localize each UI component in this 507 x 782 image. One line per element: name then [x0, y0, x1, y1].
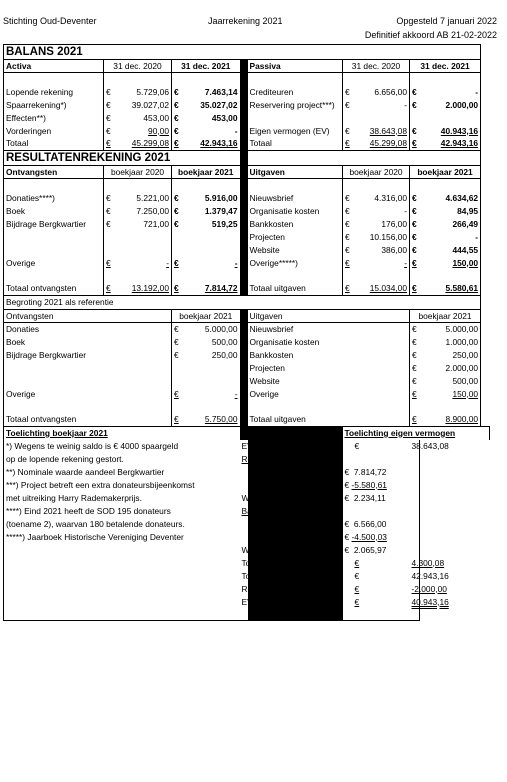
activa-col-prev: 31 dec. 2020: [104, 60, 172, 73]
currency-sign: €: [104, 112, 114, 125]
total-label: Totaal ontvangsten: [4, 414, 172, 427]
currency-sign: €: [410, 283, 420, 296]
currency-sign: €: [172, 192, 182, 205]
currency-sign: €: [343, 86, 353, 99]
currency-sign: €: [172, 323, 182, 336]
currency-sign: €: [104, 218, 114, 231]
note-line: ****) Eind 2021 heeft de SOD 195 donateurs: [4, 505, 240, 518]
total-prev: 45.299,08: [369, 138, 407, 149]
total-label: Totaal uitgaven: [248, 283, 343, 296]
currency-sign: €: [343, 205, 353, 218]
currency-sign: €: [343, 244, 353, 257]
currency-sign: €: [343, 138, 353, 151]
total-value: 8.900,00: [445, 414, 479, 425]
value-prev: 7.250,00: [136, 205, 169, 216]
currency-sign: €: [344, 466, 350, 477]
value: 5.000,00: [420, 323, 481, 336]
currency-sign: €: [343, 257, 353, 270]
row-label: Bijdrage Bergkwartier: [4, 218, 104, 231]
total-curr: 42.943,16: [200, 138, 238, 149]
value-curr: 2.000,00: [420, 99, 481, 112]
currency-sign: €: [344, 479, 350, 490]
value: 5.000,00: [204, 323, 238, 334]
value: 1.000,00: [420, 336, 481, 349]
begroting-uitgaven-label: Uitgaven: [248, 310, 410, 323]
ev-saldo-betalen-value: 6.566,00: [353, 518, 387, 529]
value: -: [234, 388, 238, 399]
currency-sign: €: [172, 414, 182, 427]
value-curr: 7.463,14: [204, 86, 238, 97]
currency-sign: €: [410, 323, 420, 336]
currency-sign: €: [104, 192, 114, 205]
currency-sign: €: [172, 138, 182, 151]
total-curr: 42.943,16: [440, 138, 479, 149]
currency-sign: €: [410, 218, 420, 231]
value-curr: 519,25: [211, 218, 238, 229]
currency-sign: €: [172, 218, 182, 231]
value: 250,00: [211, 349, 238, 360]
row-label: Website: [249, 375, 280, 386]
currency-sign: €: [410, 349, 420, 362]
approval-note: Definitief akkoord AB 21-02-2022: [364, 30, 497, 40]
value-curr: -: [420, 231, 481, 244]
drawn-up-date: Opgesteld 7 januari 2022: [396, 16, 497, 26]
currency-sign: €: [343, 218, 353, 231]
currency-sign: €: [104, 257, 114, 270]
row-label: Bijdrage Bergkwartier: [4, 349, 172, 362]
currency-sign: €: [344, 518, 350, 529]
row-label: Crediteuren: [249, 86, 294, 97]
value-curr: 4.634,62: [420, 192, 481, 205]
currency-sign: €: [172, 336, 182, 349]
currency-sign: €: [104, 125, 114, 138]
ev-totaal-value: 42.943,16: [411, 570, 449, 581]
ev-uitgaven-value: -5.580,61: [351, 479, 387, 490]
value-prev: 4.316,00: [374, 192, 407, 203]
value-curr: 84,95: [420, 205, 481, 218]
value-prev: 10.156,00: [369, 231, 407, 242]
value-prev: 39.027,02: [131, 99, 169, 110]
total-prev: 45.299,08: [131, 138, 169, 149]
value-curr: 453,00: [211, 112, 238, 123]
currency-sign: €: [354, 570, 360, 581]
value-curr: 5.916,00: [204, 192, 238, 203]
value-curr: 444,55: [420, 244, 481, 257]
currency-sign: €: [104, 205, 114, 218]
row-label: Projecten: [249, 231, 285, 242]
value-curr: -: [420, 86, 481, 99]
ev-winst-bal-value: 2.065,97: [353, 544, 387, 555]
ev-winst-res-value: 2.234,11: [353, 492, 386, 503]
uitgaven-label: Uitgaven: [248, 166, 343, 179]
total-prev: 13.192,00: [131, 283, 169, 294]
value-prev: 453,00: [143, 112, 169, 123]
currency-sign: €: [354, 440, 360, 451]
ontvangsten-label: Ontvangsten: [4, 166, 104, 179]
ev-totaal-label: Totaal: [241, 570, 264, 581]
value-prev: -: [404, 257, 407, 268]
currency-sign: €: [410, 86, 420, 99]
currency-sign: €: [343, 125, 353, 138]
value-curr: 1.379,47: [204, 205, 238, 216]
total-prev: 15.034,00: [369, 283, 407, 294]
value-prev: -: [404, 99, 407, 110]
value-curr: 35.027,02: [200, 99, 238, 110]
row-label: Boek: [4, 205, 104, 218]
row-label: Organisatie kosten: [249, 205, 320, 216]
value-prev: 38.643,08: [369, 125, 407, 136]
toelichting-title: Toelichting boekjaar 2021: [6, 427, 108, 438]
currency-sign: €: [344, 492, 350, 503]
begroting-col: boekjaar 2021: [172, 310, 240, 323]
total-label: Totaal: [248, 138, 343, 151]
ev-start-label: EV per 31 december 2020: [241, 440, 340, 451]
row-label: Eigen vermogen (EV): [249, 125, 330, 136]
row-label: Bankkosten: [249, 349, 294, 360]
value-prev: -: [166, 257, 169, 268]
currency-sign: €: [172, 205, 182, 218]
ev-totaal-winst-label: Totaal winst 2021: [241, 557, 307, 568]
row-label: Website: [249, 244, 280, 255]
statement-table: [3, 44, 490, 621]
ev-reservering-label: Reservering project***): [241, 583, 327, 594]
organization-name: Stichting Oud-Deventer: [3, 16, 97, 26]
currency-sign: €: [104, 86, 114, 99]
note-line: op de lopende rekening gestort.: [4, 453, 240, 466]
value-prev: 6.656,00: [374, 86, 407, 97]
row-label: Donaties****): [4, 192, 104, 205]
currency-sign: €: [410, 388, 420, 401]
activa-col-curr: 31 dec. 2021: [172, 60, 240, 73]
currency-sign: €: [410, 138, 420, 151]
row-label: Nieuwsbrief: [249, 323, 294, 334]
row-label: Overige*****): [249, 257, 298, 268]
currency-sign: €: [354, 596, 360, 607]
value-prev: -: [404, 205, 407, 216]
value-curr: -: [234, 257, 238, 268]
row-label: [248, 112, 343, 125]
value-curr: 40.943,16: [440, 125, 479, 136]
ev-uitgaven-label: uitgaven: [309, 479, 342, 490]
currency-sign: €: [104, 99, 114, 112]
currency-sign: €: [410, 336, 420, 349]
currency-sign: €: [172, 125, 182, 138]
row-label: Nieuwsbrief: [249, 192, 294, 203]
ev-start-value: 38.643,08: [411, 440, 449, 451]
row-label: Organisatie kosten: [249, 336, 320, 347]
value: 500,00: [211, 336, 238, 347]
row-label: Donaties: [4, 323, 172, 336]
row-label: Spaarrekening*): [4, 99, 104, 112]
currency-sign: €: [344, 544, 350, 555]
currency-sign: €: [172, 99, 182, 112]
currency-sign: €: [104, 283, 114, 296]
passiva-col-prev: 31 dec. 2020: [343, 60, 410, 73]
value: 2.000,00: [420, 362, 481, 375]
currency-sign: €: [172, 349, 182, 362]
currency-sign: €: [172, 283, 182, 296]
begroting-ontvangsten-label: Ontvangsten: [4, 310, 172, 323]
row-label: Lopende rekening: [4, 86, 104, 99]
balans-title: BALANS 2021: [4, 45, 481, 60]
row-label: Effecten**): [4, 112, 104, 125]
currency-sign: €: [410, 414, 420, 427]
currency-sign: €: [410, 375, 420, 388]
ev-ontvangsten-value: 7.814,72: [353, 466, 387, 477]
begroting-col: boekjaar 2021: [410, 310, 481, 323]
currency-sign: €: [104, 138, 114, 151]
value: 250,00: [420, 349, 481, 362]
currency-sign: €: [410, 244, 420, 257]
currency-sign: €: [354, 583, 360, 594]
row-label: Boek: [4, 336, 172, 349]
currency-sign: €: [343, 283, 353, 296]
passiva-label: Passiva: [248, 60, 343, 73]
row-label: Overige: [4, 257, 104, 270]
res-col-curr: boekjaar 2021: [410, 166, 481, 179]
currency-sign: €: [410, 192, 420, 205]
total-label: Totaal uitgaven: [248, 414, 410, 427]
document-title: Jaarrekening 2021: [208, 16, 283, 26]
currency-sign: €: [410, 257, 420, 270]
currency-sign: €: [354, 557, 360, 568]
row-label: Vorderingen: [4, 125, 104, 138]
note-line: ***) Project betreft een extra donateursbijeenkomst: [4, 479, 240, 492]
value-curr: 150,00: [452, 257, 479, 268]
res-col-curr: boekjaar 2021: [172, 166, 240, 179]
row-label: Overige: [4, 388, 172, 401]
ev-res-title: Resultatenrekening 2021: [241, 453, 335, 464]
note-line: *) Wegens te weinig saldo is € 4000 spaargeld: [4, 440, 240, 453]
value-curr: 266,49: [420, 218, 481, 231]
currency-sign: €: [343, 99, 353, 112]
ev-title: Toelichting eigen vermogen: [344, 427, 456, 438]
total-curr: 7.814,72: [204, 283, 238, 294]
value-prev: 5.729,06: [136, 86, 169, 97]
value: 150,00: [452, 388, 479, 399]
note-line: *****) Jaarboek Historische Vereniging Deventer: [4, 531, 240, 544]
currency-sign: €: [410, 362, 420, 375]
value-prev: 5.221,00: [136, 192, 169, 203]
resultaten-title: RESULTATENREKENING 2021: [4, 151, 481, 166]
currency-sign: €: [410, 231, 420, 244]
currency-sign: €: [344, 531, 350, 542]
currency-sign: €: [343, 231, 353, 244]
ev-totaal-winst-value: 4.300,08: [411, 557, 445, 568]
ev-saldo-betalen-label: saldo nog te betalen: [266, 518, 342, 529]
currency-sign: €: [410, 205, 420, 218]
total-curr: 5.580,61: [445, 283, 479, 294]
ev-end-value: 40.943,16: [411, 596, 449, 607]
financial-statement: [3, 44, 490, 776]
ev-reservering-value: -2.000,00: [411, 583, 447, 594]
row-label: Projecten: [249, 362, 285, 373]
column-separator: [240, 166, 248, 296]
row-label: Bankkosten: [249, 218, 294, 229]
note-line: **) Nominale waarde aandeel Bergkwartier: [4, 466, 240, 479]
passiva-col-curr: 31 dec. 2021: [410, 60, 481, 73]
currency-sign: €: [410, 125, 420, 138]
ev-saldo-betaald-value: -4.500,03: [351, 531, 387, 542]
currency-sign: €: [172, 86, 182, 99]
currency-sign: €: [343, 192, 353, 205]
value-prev: 386,00: [381, 244, 407, 255]
note-line: met uitreiking Harry Rademakerprijs.: [4, 492, 240, 505]
value-curr: -: [234, 125, 238, 136]
total-label: Totaal ontvangsten: [4, 283, 104, 296]
currency-sign: €: [172, 112, 182, 125]
currency-sign: €: [172, 388, 182, 401]
value-prev: 176,00: [381, 218, 407, 229]
activa-label: Activa: [4, 60, 104, 73]
row-label: Reservering project***): [249, 99, 335, 110]
column-separator: [240, 310, 248, 440]
value-prev: 90,00: [148, 125, 169, 136]
ev-saldo-betaald-label: saldo betaald: [291, 531, 342, 542]
value-prev: 721,00: [143, 218, 169, 229]
value: 500,00: [420, 375, 481, 388]
currency-sign: €: [172, 257, 182, 270]
res-col-prev: boekjaar 2020: [343, 166, 410, 179]
ev-bal-title: Balansposten 2021: [241, 505, 314, 516]
ev-winst-res-label: Winst uit resultatenrek.: [241, 492, 327, 503]
res-col-prev: boekjaar 2020: [104, 166, 172, 179]
total-value: 5.750,00: [204, 414, 238, 425]
row-label: Overige: [249, 388, 279, 399]
ev-ontvangsten-label: ontvangsten: [295, 466, 342, 477]
begroting-title: Begroting 2021 als referentie: [4, 296, 481, 310]
ev-winst-bal-label: Winst uit balansposten: [241, 544, 326, 555]
ev-end-label: EV per 31 december 2021: [241, 596, 340, 607]
note-line: (toename 2), waarvan 180 betalende donateurs.: [4, 518, 240, 531]
currency-sign: €: [410, 99, 420, 112]
total-label: Totaal: [4, 138, 104, 151]
